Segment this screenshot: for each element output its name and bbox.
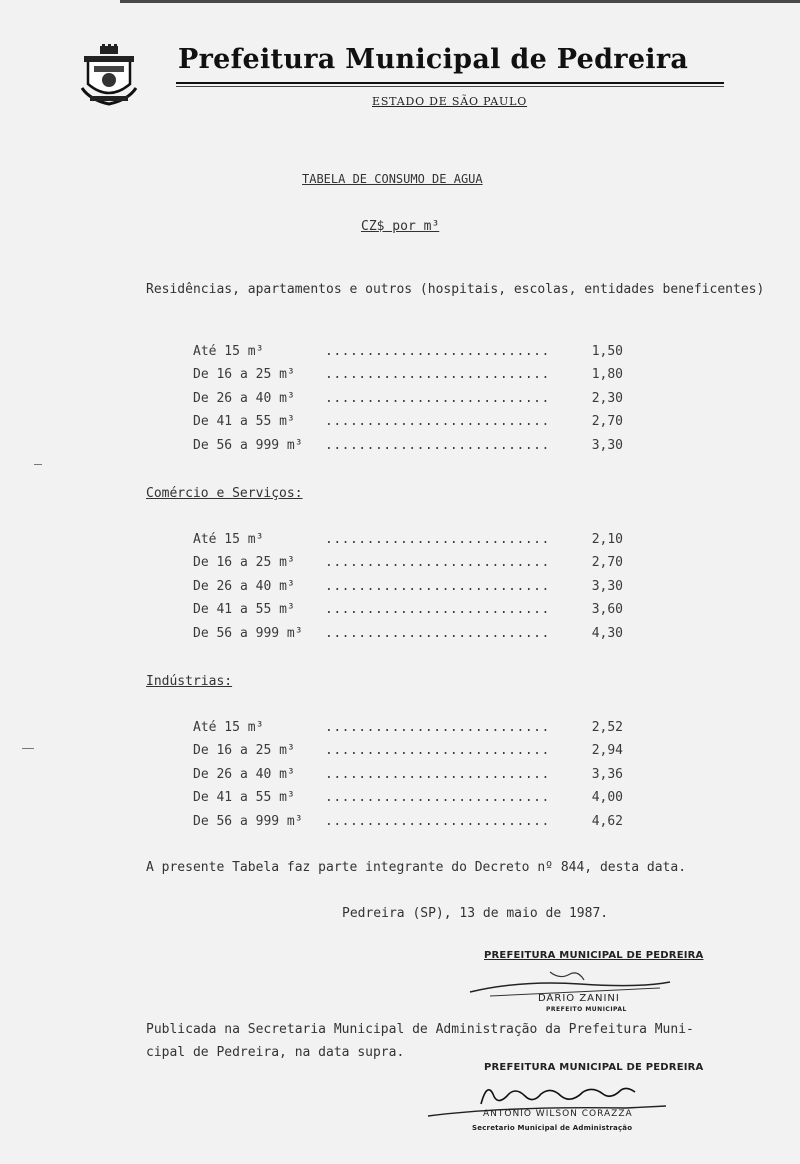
table-row xyxy=(193,367,623,385)
title-underline xyxy=(176,82,724,84)
price-value: 3,36 xyxy=(591,767,623,782)
table-row xyxy=(193,790,623,808)
table-row xyxy=(193,532,623,550)
price-value: 1,50 xyxy=(591,344,623,359)
scan-speck xyxy=(22,748,34,749)
publication-note-line2: cipal de Pedreira, na data supra. xyxy=(146,1045,405,1060)
stamp-secretary: PREFEITURA MUNICIPAL DE PEDREIRA xyxy=(484,1062,704,1073)
publication-note-line1: Publicada na Secretaria Municipal de Administração da Prefeitura Muni- xyxy=(146,1022,694,1037)
price-value: 4,00 xyxy=(591,790,623,805)
price-value: 3,30 xyxy=(591,438,623,453)
table-heading: TABELA DE CONSUMO DE AGUA xyxy=(302,172,483,186)
price-value: 3,60 xyxy=(591,602,623,617)
table-row xyxy=(193,579,623,597)
range-label: De 41 a 55 m³ xyxy=(193,790,295,805)
table-row xyxy=(193,602,623,620)
range-label: Até 15 m³ xyxy=(193,344,264,359)
leader-dots: ........................... xyxy=(325,414,550,429)
leader-dots: ........................... xyxy=(325,743,550,758)
stamp-mayor: PREFEITURA MUNICIPAL DE PEDREIRA xyxy=(484,950,704,961)
price-value: 2,94 xyxy=(591,743,623,758)
table-row xyxy=(193,720,623,738)
range-label: Até 15 m³ xyxy=(193,532,264,547)
price-value: 2,10 xyxy=(591,532,623,547)
leader-dots: ........................... xyxy=(325,720,550,735)
range-label: De 26 a 40 m³ xyxy=(193,579,295,594)
leader-dots: ........................... xyxy=(325,555,550,570)
price-value: 1,80 xyxy=(591,367,623,382)
range-label: De 16 a 25 m³ xyxy=(193,743,295,758)
place-date: Pedreira (SP), 13 de maio de 1987. xyxy=(342,906,609,921)
leader-dots: ........................... xyxy=(325,767,550,782)
price-value: 2,52 xyxy=(591,720,623,735)
range-label: De 41 a 55 m³ xyxy=(193,602,295,617)
leader-dots: ........................... xyxy=(325,438,550,453)
table-row xyxy=(193,438,623,456)
leader-dots: ........................... xyxy=(325,602,550,617)
table-row xyxy=(193,814,623,832)
unit-label: CZ$ por m³ xyxy=(361,219,440,234)
range-label: Até 15 m³ xyxy=(193,720,264,735)
leader-dots: ........................... xyxy=(325,532,550,547)
price-value: 3,30 xyxy=(591,579,623,594)
scan-top-border xyxy=(120,0,800,3)
range-label: De 56 a 999 m³ xyxy=(193,438,303,453)
table-row xyxy=(193,344,623,362)
leader-dots: ........................... xyxy=(325,790,550,805)
leader-dots: ........................... xyxy=(325,367,550,382)
leader-dots: ........................... xyxy=(325,344,550,359)
price-value: 2,70 xyxy=(591,555,623,570)
section-title-industry: Indústrias: xyxy=(146,674,233,689)
price-value: 4,30 xyxy=(591,626,623,641)
state-subtitle: ESTADO DE SÃO PAULO xyxy=(372,95,528,108)
range-label: De 41 a 55 m³ xyxy=(193,414,295,429)
scan-speck xyxy=(34,464,42,465)
section-title-residential: Residências, apartamentos e outros (hospitais, escolas, entidades beneficentes) xyxy=(146,282,765,297)
range-label: De 16 a 25 m³ xyxy=(193,555,295,570)
range-label: De 26 a 40 m³ xyxy=(193,767,295,782)
price-value: 2,30 xyxy=(591,391,623,406)
page-title: Prefeitura Municipal de Pedreira xyxy=(178,44,689,75)
leader-dots: ........................... xyxy=(325,814,550,829)
table-row xyxy=(193,626,623,644)
municipal-crest-icon xyxy=(80,44,138,106)
price-value: 4,62 xyxy=(591,814,623,829)
table-row xyxy=(193,767,623,785)
mayor-name: DARIO ZANINI xyxy=(538,993,620,1004)
table-row xyxy=(193,391,623,409)
price-value: 2,70 xyxy=(591,414,623,429)
table-row xyxy=(193,743,623,761)
leader-dots: ........................... xyxy=(325,579,550,594)
range-label: De 16 a 25 m³ xyxy=(193,367,295,382)
secretary-role: Secretario Municipal de Administração xyxy=(472,1124,633,1132)
range-label: De 26 a 40 m³ xyxy=(193,391,295,406)
range-label: De 56 a 999 m³ xyxy=(193,626,303,641)
section-title-commerce: Comércio e Serviços: xyxy=(146,486,303,501)
decree-note: A presente Tabela faz parte integrante do Decreto nº 844, desta data. xyxy=(146,860,687,875)
title-underline-thin xyxy=(176,86,724,87)
mayor-role: PREFEITO MUNICIPAL xyxy=(546,1006,627,1013)
secretary-name: ANTONIO WILSON CORAZZA xyxy=(483,1109,633,1119)
table-row xyxy=(193,555,623,573)
leader-dots: ........................... xyxy=(325,626,550,641)
range-label: De 56 a 999 m³ xyxy=(193,814,303,829)
table-row xyxy=(193,414,623,432)
leader-dots: ........................... xyxy=(325,391,550,406)
